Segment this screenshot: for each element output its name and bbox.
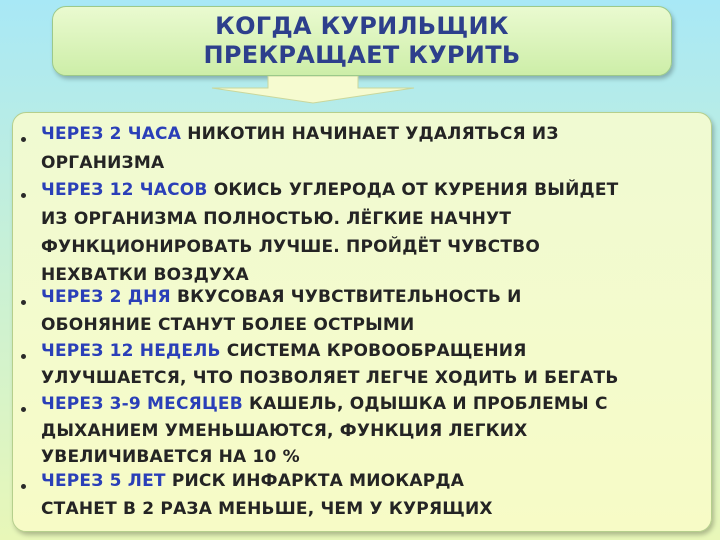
list-item-line	[41, 179, 618, 201]
item-text: ВКУСОВАЯ ЧУВСТВИТЕЛЬНОСТЬ И	[176, 287, 522, 307]
bullet-icon	[21, 137, 26, 142]
list-item-line	[41, 123, 559, 145]
list-item-line	[41, 393, 608, 415]
item-text: НЕХВАТКИ ВОЗДУХА	[41, 265, 249, 285]
bullet-icon	[21, 300, 26, 305]
item-text: СИСТЕМА КРОВООБРАЩЕНИЯ	[226, 341, 527, 361]
period-label: ЧЕРЕЗ 2 ЧАСА	[41, 124, 182, 144]
item-text: КАШЕЛЬ, ОДЫШКА И ПРОБЛЕМЫ С	[249, 394, 608, 414]
period-label: ЧЕРЕЗ 12 НЕДЕЛЬ	[41, 341, 221, 361]
title-line-1: КОГДА КУРИЛЬЩИК	[215, 12, 509, 40]
bullet-icon	[21, 407, 26, 412]
period-label: ЧЕРЕЗ 12 ЧАСОВ	[41, 180, 208, 200]
item-text: ФУНКЦИОНИРОВАТЬ ЛУЧШЕ. ПРОЙДЁТ ЧУВСТВО	[41, 237, 540, 257]
item-text: ИЗ ОРГАНИЗМА ПОЛНОСТЬЮ. ЛЁГКИЕ НАЧНУТ	[41, 209, 512, 229]
list-item-line	[41, 286, 522, 308]
list-item-line	[41, 340, 527, 362]
period-label: ЧЕРЕЗ 5 ЛЕТ	[41, 471, 166, 491]
title-line-2: ПРЕКРАЩАЕТ КУРИТЬ	[203, 41, 521, 69]
item-text: ОКИСЬ УГЛЕРОДА ОТ КУРЕНИЯ ВЫЙДЕТ	[213, 180, 619, 200]
title-box	[52, 6, 672, 76]
item-text: ДЫХАНИЕМ УМЕНЬШАЮТСЯ, ФУНКЦИЯ ЛЕГКИХ	[41, 421, 528, 441]
item-text: СТАНЕТ В 2 РАЗА МЕНЬШЕ, ЧЕМ У КУРЯЩИХ	[41, 499, 493, 519]
item-text: ОРГАНИЗМА	[41, 153, 165, 173]
bullet-icon	[21, 193, 26, 198]
item-text: РИСК ИНФАРКТА МИОКАРДА	[171, 471, 465, 491]
item-text: УЛУЧШАЕТСЯ, ЧТО ПОЗВОЛЯЕТ ЛЕГЧЕ ХОДИТЬ И БЕГАТЬ	[41, 368, 619, 388]
period-label: ЧЕРЕЗ 3-9 МЕСЯЦЕВ	[41, 394, 243, 414]
item-text: НИКОТИН НАЧИНАЕТ УДАЛЯТЬСЯ ИЗ	[187, 124, 559, 144]
item-text: ОБОНЯНИЕ СТАНУТ БОЛЕЕ ОСТРЫМИ	[41, 315, 415, 335]
content-box	[12, 112, 712, 532]
bullet-icon	[21, 354, 26, 359]
period-label: ЧЕРЕЗ 2 ДНЯ	[41, 287, 171, 307]
list-item-line	[41, 470, 464, 492]
down-arrow-icon	[210, 76, 416, 104]
item-text: УВЕЛИЧИВАЕТСЯ НА 10 %	[41, 447, 300, 467]
bullet-icon	[21, 484, 26, 489]
